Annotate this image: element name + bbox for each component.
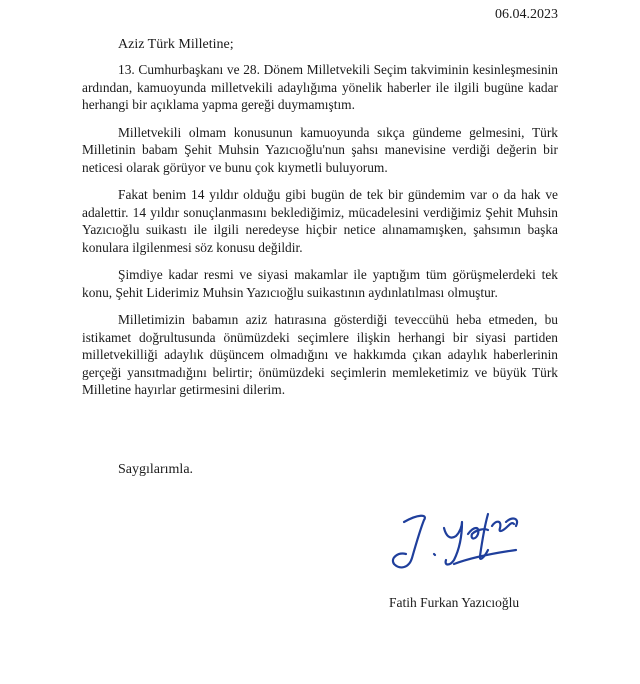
- letter-body: [82, 61, 558, 409]
- paragraph-3: Fakat benim 14 yıldır olduğu gibi bugün de tek bir gündemim var o da hak ve adalettir. 14 yıldır sonuçlanmasını beklediğimiz, mücadelesini verdiğimiz Şehit Muhsin Yazıcıoğlu suikastı ile ilgili neredeyse hiçbir netice alınamamışken, şahsımın başka konulara ilgilenmesi söz konusu değildir.: [82, 187, 558, 255]
- handwritten-signature: [384, 500, 534, 580]
- salutation: Aziz Türk Milletine;: [118, 37, 234, 52]
- paragraph-2: Milletvekili olmam konusunun kamuoyunda sıkça gündeme gelmesini, Türk Milletinin babam Şehit Muhsin Yazıcıoğlu'nun şahsı manevisine verdiği değerin bir neticesi olarak görüyor ve bunu çok kıymetli buluyorum.: [82, 124, 558, 175]
- closing: Saygılarımla.: [118, 462, 194, 477]
- letter-date: 06.04.2023: [495, 7, 558, 22]
- paragraph-4: Şimdiye kadar resmi ve siyasi makamlar ile yaptığım tüm görüşmelerdeki tek konu, Şehit Liderimiz Muhsin Yazıcıoğlu suikastının aydınlatılması olmuştur.: [82, 267, 558, 300]
- paragraph-1: 13. Cumhurbaşkanı ve 28. Dönem Milletvekili Seçim takviminin kesinleşmesinin ardından, kamuoyunda milletvekili adaylığıma yönelik haberler ile ilgili bugüne kadar herhangi bir açıklama yapma gereği duymamıştım.: [82, 62, 558, 112]
- paragraph-5: Milletimizin babamın aziz hatırasına gösterdiği teveccühü heba etmeden, bu istikamet doğrultusunda önümüzdeki seçimlere ilişkin herhangi bir siyasi partiden milletvekilliği adaylık düşüncem olmadığını ve hakkımda çıkan adaylık haberlerinin gerçeği yansıtmadığını belirtir; önümüzdeki seçimlerin memleketimiz ve büyük Türk Milletine hayırlar getirmesini dilerim.: [82, 312, 558, 397]
- signer-name: Fatih Furkan Yazıcıoğlu: [389, 595, 520, 610]
